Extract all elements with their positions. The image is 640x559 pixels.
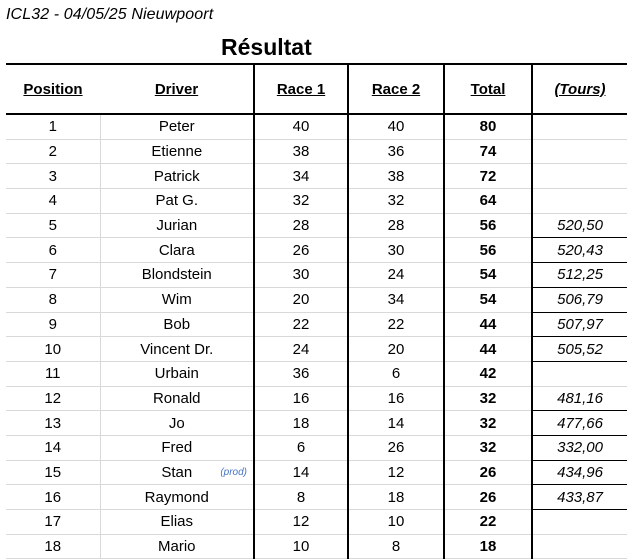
cell-position: 1	[6, 114, 100, 139]
cell-race2: 28	[348, 213, 444, 238]
driver-name: Mario	[157, 538, 196, 556]
table-row	[6, 213, 627, 238]
cell-tours	[532, 114, 627, 139]
cell-race1: 38	[254, 139, 348, 164]
cell-race1: 32	[254, 189, 348, 214]
table-header-row	[6, 64, 627, 114]
cell-driver	[100, 337, 254, 362]
cell-position: 4	[6, 189, 100, 214]
cell-race2: 20	[348, 337, 444, 362]
cell-driver	[100, 139, 254, 164]
cell-position: 7	[6, 263, 100, 288]
table-row	[6, 386, 627, 411]
cell-total: 32	[444, 386, 532, 411]
cell-race1: 18	[254, 411, 348, 436]
column-header-position: Position	[6, 64, 100, 114]
cell-tours: 481,16	[532, 386, 627, 411]
driver-name: Patrick	[153, 167, 200, 185]
page-title: Résultat	[221, 34, 312, 60]
table-row	[6, 435, 627, 460]
cell-race1: 26	[254, 238, 348, 263]
cell-driver	[100, 263, 254, 288]
driver-name: Wim	[161, 291, 192, 309]
table-row	[6, 460, 627, 485]
cell-driver	[100, 164, 254, 189]
cell-tours: 434,96	[532, 460, 627, 485]
cell-position: 2	[6, 139, 100, 164]
table-row	[6, 238, 627, 263]
table-row	[6, 164, 627, 189]
cell-tours	[532, 164, 627, 189]
cell-total: 56	[444, 238, 532, 263]
cell-position: 17	[6, 510, 100, 535]
cell-race2: 12	[348, 460, 444, 485]
driver-name: Urbain	[154, 365, 199, 383]
cell-race2: 40	[348, 114, 444, 139]
driver-name: Stan	[161, 463, 193, 481]
cell-position: 3	[6, 164, 100, 189]
table-row	[6, 337, 627, 362]
cell-driver	[100, 386, 254, 411]
cell-driver	[100, 361, 254, 386]
cell-position: 11	[6, 361, 100, 386]
table-row	[6, 263, 627, 288]
cell-driver	[100, 411, 254, 436]
cell-tours: 477,66	[532, 411, 627, 436]
cell-position: 9	[6, 312, 100, 337]
driver-name: Elias	[160, 513, 193, 531]
cell-tours	[532, 510, 627, 535]
cell-race2: 6	[348, 361, 444, 386]
cell-driver	[100, 460, 254, 485]
cell-driver	[100, 114, 254, 139]
cell-total: 18	[444, 534, 532, 559]
cell-race1: 24	[254, 337, 348, 362]
driver-name: Fred	[161, 439, 193, 457]
column-header-race2: Race 2	[348, 64, 444, 114]
driver-name: Blondstein	[141, 266, 212, 284]
cell-race1: 36	[254, 361, 348, 386]
table-row	[6, 485, 627, 510]
cell-tours: 507,97	[532, 312, 627, 337]
cell-race1: 34	[254, 164, 348, 189]
cell-race2: 34	[348, 287, 444, 312]
cell-tours	[532, 189, 627, 214]
cell-race2: 32	[348, 189, 444, 214]
cell-position: 10	[6, 337, 100, 362]
table-row	[6, 189, 627, 214]
cell-total: 54	[444, 263, 532, 288]
cell-tours: 506,79	[532, 287, 627, 312]
driver-name: Vincent Dr.	[140, 340, 214, 358]
table-row	[6, 114, 627, 139]
table-row	[6, 361, 627, 386]
cell-total: 64	[444, 189, 532, 214]
cell-total: 26	[444, 485, 532, 510]
table-row	[6, 510, 627, 535]
cell-position: 8	[6, 287, 100, 312]
cell-position: 5	[6, 213, 100, 238]
cell-driver	[100, 435, 254, 460]
driver-name: Peter	[158, 118, 195, 136]
cell-driver	[100, 238, 254, 263]
results-body	[6, 114, 627, 559]
cell-race2: 18	[348, 485, 444, 510]
driver-note: (prod)	[220, 466, 247, 478]
cell-total: 44	[444, 312, 532, 337]
column-header-tours: (Tours)	[532, 64, 627, 114]
driver-name: Ronald	[152, 389, 201, 407]
cell-tours: 332,00	[532, 435, 627, 460]
cell-race1: 28	[254, 213, 348, 238]
table-row	[6, 411, 627, 436]
cell-race1: 8	[254, 485, 348, 510]
cell-race2: 24	[348, 263, 444, 288]
cell-driver	[100, 485, 254, 510]
cell-total: 32	[444, 411, 532, 436]
cell-race1: 16	[254, 386, 348, 411]
cell-race2: 26	[348, 435, 444, 460]
driver-name: Raymond	[144, 488, 209, 506]
driver-name: Pat G.	[155, 192, 199, 210]
column-header-race1: Race 1	[254, 64, 348, 114]
cell-race1: 12	[254, 510, 348, 535]
driver-name: Bob	[163, 315, 191, 333]
cell-tours: 520,43	[532, 238, 627, 263]
cell-race2: 10	[348, 510, 444, 535]
cell-race2: 30	[348, 238, 444, 263]
cell-position: 13	[6, 411, 100, 436]
cell-race2: 16	[348, 386, 444, 411]
cell-race1: 22	[254, 312, 348, 337]
cell-total: 22	[444, 510, 532, 535]
cell-race2: 14	[348, 411, 444, 436]
results-table	[6, 63, 627, 559]
cell-driver	[100, 534, 254, 559]
cell-tours: 433,87	[532, 485, 627, 510]
table-row	[6, 534, 627, 559]
table-row	[6, 312, 627, 337]
driver-name: Jurian	[156, 217, 198, 235]
cell-tours	[532, 361, 627, 386]
cell-total: 74	[444, 139, 532, 164]
cell-driver	[100, 213, 254, 238]
cell-total: 80	[444, 114, 532, 139]
cell-tours: 520,50	[532, 213, 627, 238]
cell-position: 15	[6, 460, 100, 485]
cell-race1: 14	[254, 460, 348, 485]
cell-race2: 36	[348, 139, 444, 164]
cell-total: 26	[444, 460, 532, 485]
cell-position: 12	[6, 386, 100, 411]
cell-position: 14	[6, 435, 100, 460]
cell-driver	[100, 312, 254, 337]
cell-tours: 512,25	[532, 263, 627, 288]
cell-tours	[532, 534, 627, 559]
driver-name: Etienne	[151, 143, 203, 161]
table-row	[6, 287, 627, 312]
cell-race1: 30	[254, 263, 348, 288]
column-header-total: Total	[444, 64, 532, 114]
cell-tours: 505,52	[532, 337, 627, 362]
cell-total: 54	[444, 287, 532, 312]
document-subtitle: ICL32 - 04/05/25 Nieuwpoort	[6, 6, 214, 23]
driver-name: Clara	[158, 241, 195, 259]
table-row	[6, 139, 627, 164]
cell-driver	[100, 189, 254, 214]
driver-name: Jo	[168, 414, 185, 432]
cell-total: 44	[444, 337, 532, 362]
cell-total: 32	[444, 435, 532, 460]
cell-tours	[532, 139, 627, 164]
cell-position: 6	[6, 238, 100, 263]
cell-total: 42	[444, 361, 532, 386]
cell-race2: 8	[348, 534, 444, 559]
cell-total: 72	[444, 164, 532, 189]
cell-position: 18	[6, 534, 100, 559]
cell-race1: 40	[254, 114, 348, 139]
cell-race1: 10	[254, 534, 348, 559]
cell-driver	[100, 287, 254, 312]
cell-total: 56	[444, 213, 532, 238]
cell-position: 16	[6, 485, 100, 510]
column-header-driver: Driver	[100, 64, 254, 114]
cell-driver	[100, 510, 254, 535]
cell-race1: 6	[254, 435, 348, 460]
cell-race1: 20	[254, 287, 348, 312]
cell-race2: 38	[348, 164, 444, 189]
cell-race2: 22	[348, 312, 444, 337]
